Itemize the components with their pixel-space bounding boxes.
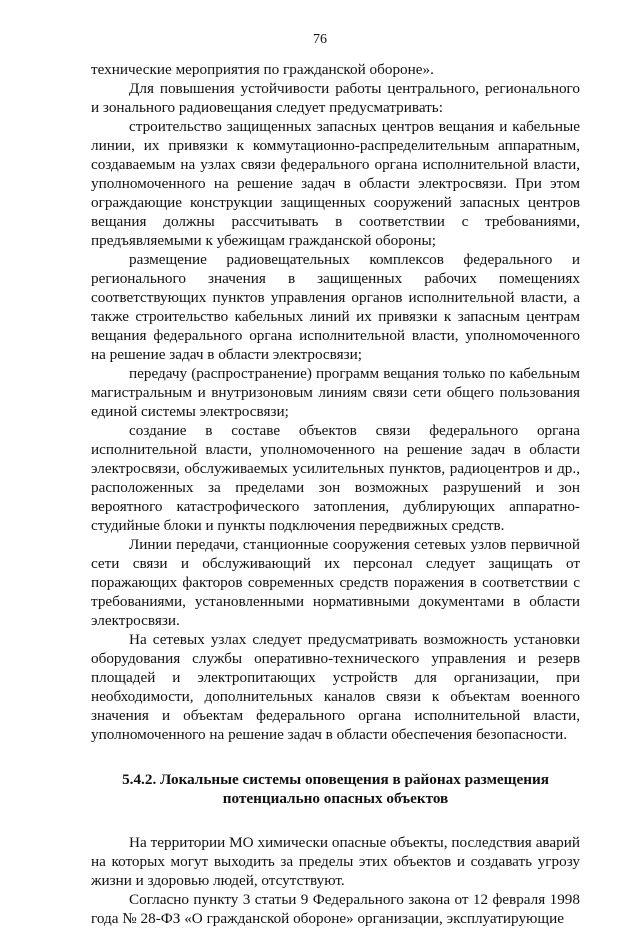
paragraph: технические мероприятия по гражданской обороне». [91, 61, 434, 78]
paragraph: передачу (распространение) программ вещания только по кабельным магистральным и внутризоновым линиям связи сети общего пользования единой системы электросвязи; [91, 365, 580, 420]
paragraph: На сетевых узлах следует предусматривать возможность установки оборудования службы оперативно-технического управления и резерв площадей и электропитающих устройств для организации, при необходимости, дополнительных каналов связи к объектам военного значения и объектам федерального органа исполнительной власти, уполномоченного на решение задач в области обеспечения безопасности. [91, 631, 580, 743]
paragraph: создание в составе объектов связи федерального органа исполнительной власти, уполномоченного на решение задач в области электросвязи, обслуживаемых усилительных пунктов, радиоцентров и др., расположенных за пределами зон возможных разрушений и зон вероятного катастрофического затопления, дублирующих аппаратно-студийные блоки и пункты подключения передвижных средств. [91, 422, 580, 534]
paragraph: На территории МО химически опасные объекты, последствия аварий на которых могут выходить за пределы этих объектов и создавать угрозу жизни и здоровью людей, отсутствуют. [91, 834, 580, 889]
paragraph: Линии передачи, станционные сооружения сетевых узлов первичной сети связи и обслуживающий их персонал следует защищать от поражающих факторов современных средств поражения в соответствии с требованиями, установленными нормативными документами в области электросвязи. [91, 536, 580, 629]
paragraph: Согласно пункту 3 статьи 9 Федерального закона от 12 февраля 1998 года № 28-ФЗ «О гражданской обороне» организации, эксплуатирующие [91, 891, 580, 927]
paragraph: Для повышения устойчивости работы центрального, регионального и зонального радиовещания следует предусматривать: [91, 80, 580, 116]
paragraph: строительство защищенных запасных центров вещания и кабельные линии, их привязки к коммутационно-распределительным аппаратным, создаваемым на узлах связи федерального органа исполнительной власти, уполномоченного на решение задач в области электросвязи. При этом ограждающие конструкции защищенных сооружений запасных центров вещания должны рассчитывать в соответствии с требованиями, предъявляемыми к убежищам гражданской обороны; [91, 118, 580, 249]
section-heading [91, 770, 580, 808]
page-number: 76 [313, 32, 327, 47]
paragraph: размещение радиовещательных комплексов федерального и регионального значения в защищенных рабочих помещениях соответствующих пунктов управления органов исполнительной власти, а также строительство кабельных линий их привязки к запасным центрам вещания федерального органа исполнительной власти, уполномоченного на решение задач в области электросвязи; [91, 251, 580, 363]
section-heading-line-1: 5.4.2. Локальные системы оповещения в районах размещения [122, 771, 549, 788]
document-body [91, 60, 580, 928]
section-heading-line-2: потенциально опасных объектов [222, 790, 449, 807]
